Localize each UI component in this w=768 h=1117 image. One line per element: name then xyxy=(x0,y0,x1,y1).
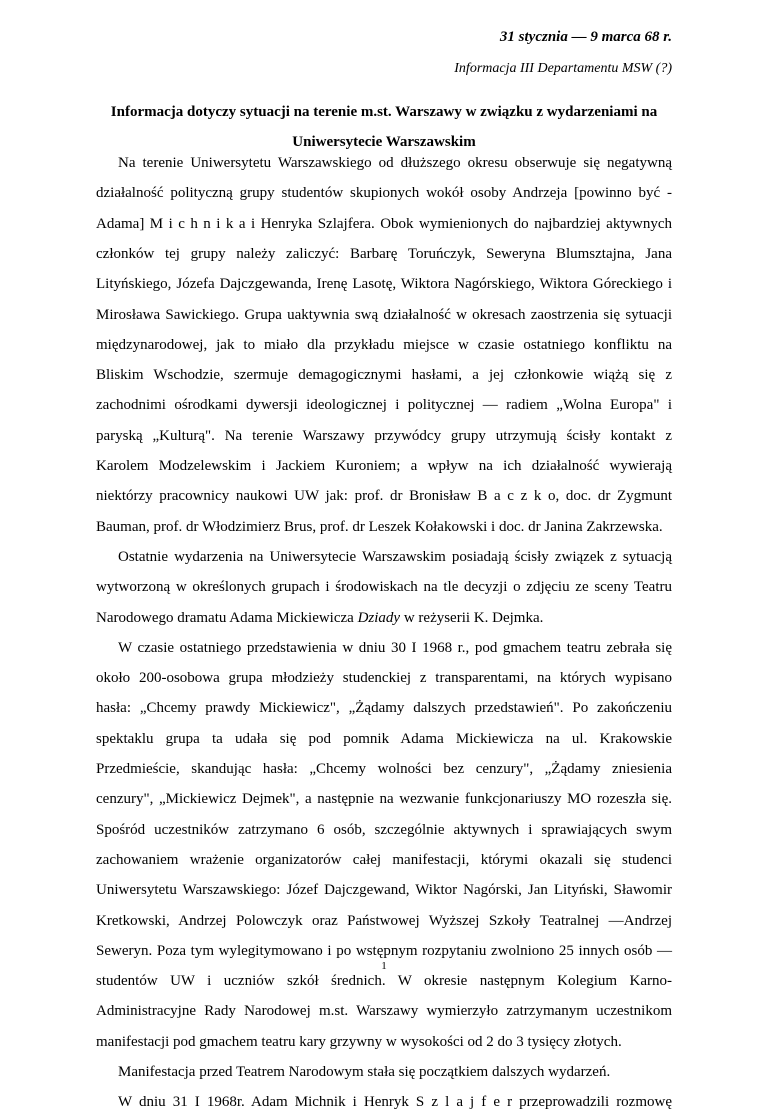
title-line-2: Uniwersytecie Warszawskim xyxy=(292,134,476,150)
body-line: Bliskim Wschodzie, szermuje demagogicznymi hasłami, a jej członkowie wiążą się z xyxy=(96,367,672,384)
body-line: manifestacji pod gmachem teatru kary grzywny w wysokości od 2 do 3 tysięcy złotych. xyxy=(96,1033,622,1050)
body-line: hasła: „Chcemy prawdy Mickiewicz", „Żądamy dalszych przedstawień". Po zakończeniu xyxy=(96,700,672,717)
header-date-range: 31 stycznia — 9 marca 68 r. xyxy=(499,29,672,45)
body-line: Manifestacja przed Teatrem Narodowym stała się początkiem dalszych wydarzeń. xyxy=(118,1064,611,1080)
body-line: paryską „Kulturą". Na terenie Warszawy przywódcy grupy utrzymują ścisły kontakt z xyxy=(96,427,672,444)
body-line: zachowaniem wrażenie organizatorów całej manifestacji, którymi okazali się studenci xyxy=(96,851,672,868)
body-line: cenzury", „Mickiewicz Dejmek", a następnie na wezwanie funkcjonariuszy MO rozeszła się. xyxy=(96,791,672,808)
body-line: Uniwersytetu Warszawskiego: Józef Dajczgewand, Wiktor Nagórski, Jan Lityński, Sławomir xyxy=(96,882,672,899)
body-line: Bauman, prof. dr Włodzimierz Brus, prof. dr Leszek Kołakowski i doc. dr Janina Zakrzewska. xyxy=(96,518,663,535)
body-line: około 200-osobowa grupa młodzieży studenckiej z transparentami, na których wypisano xyxy=(96,670,672,687)
body-line: Mirosława Sawickiego. Grupa uaktywnia swą działalność w okresach zaostrzenia się sytuacji xyxy=(96,306,672,323)
body-line: międzynarodowej, jak to miało dla przykładu miejsce w czasie ostatniego konfliktu na xyxy=(96,336,672,353)
title-line-1: Informacja dotyczy sytuacji na terenie m.st. Warszawy w związku z wydarzeniami na xyxy=(110,104,658,120)
body-line: Ostatnie wydarzenia na Uniwersytecie Warszawskim posiadają ścisły związek z sytuacją xyxy=(118,548,672,565)
body-line: członków tej grupy należy zaliczyć: Barbarę Toruńczyk, Seweryna Blumsztajna, Jana xyxy=(96,245,672,262)
body-line: działalność polityczną grupy studentów skupionych wokół osoby Andrzeja [powinno być - xyxy=(96,185,672,202)
body-line: Spośród uczestników zatrzymano 6 osób, szczególnie aktywnych i sprawiających swym xyxy=(96,821,672,838)
page-number: 1 xyxy=(381,960,387,972)
body-line: W czasie ostatniego przedstawienia w dniu 30 I 1968 r., pod gmachem teatru zebrała się xyxy=(118,639,672,656)
header-source: Informacja III Departamentu MSW (?) xyxy=(454,61,672,76)
body-line: niektórzy pracownicy naukowi UW jak: prof. dr Bronisław B a c z k o, doc. dr Zygmunt xyxy=(96,488,672,505)
body-line: Karolem Modzelewskim i Jackiem Kuroniem; a wpływ na ich działalność wywierają xyxy=(96,458,672,474)
body-line: Administracyjne Rady Narodowej m.st. Warszawy wymierzyło zatrzymanym uczestnikom xyxy=(96,1003,672,1020)
body-line: studentów UW i uczniów szkół średnich. W okresie następnym Kolegium Karno- xyxy=(96,973,672,990)
body-line: spektaklu grupa ta udała się pod pomnik Adama Mickiewicza na ul. Krakowskie xyxy=(96,730,672,747)
body-line: wytworzoną w określonych grupach i środowiskach na tle decyzji o zdjęciu ze sceny Teatru xyxy=(96,579,672,596)
body-line: W dniu 31 I 1968r. Adam Michnik i Henryk S z l a j f e r przeprowadzili rozmowę xyxy=(118,1094,672,1111)
body-line: Lityńskiego, Józefa Dajczgewanda, Irenę Lasotę, Wiktora Nagórskiego, Wiktora Góreckiego i xyxy=(96,276,672,293)
body-line: zachodnimi ośrodkami dywersji ideologicznej i politycznej — radiem „Wolna Europa" i xyxy=(96,397,672,414)
body-line: Na terenie Uniwersytetu Warszawskiego od dłuższego okresu obserwuje się negatywną xyxy=(118,155,672,171)
body-line: Przedmieście, skandując hasła: „Chcemy wolności bez cenzury", „Żądamy zniesienia xyxy=(96,761,672,777)
body-line: Adama] M i c h n i k a i Henryka Szlajfera. Obok wymienionych do najbardziej aktywnych xyxy=(96,215,672,232)
body-line: Narodowego dramatu Adama Mickiewicza Dziady w reżyserii K. Dejmka. xyxy=(96,609,544,626)
body-line: Kretkowski, Andrzej Polowczyk oraz Państwowej Wyższej Szkoły Teatralnej —Andrzej xyxy=(96,912,672,929)
body-line: Seweryn. Poza tym wylegitymowano i po wstępnym rozpytaniu zwolniono 25 innych osób — xyxy=(96,942,672,959)
